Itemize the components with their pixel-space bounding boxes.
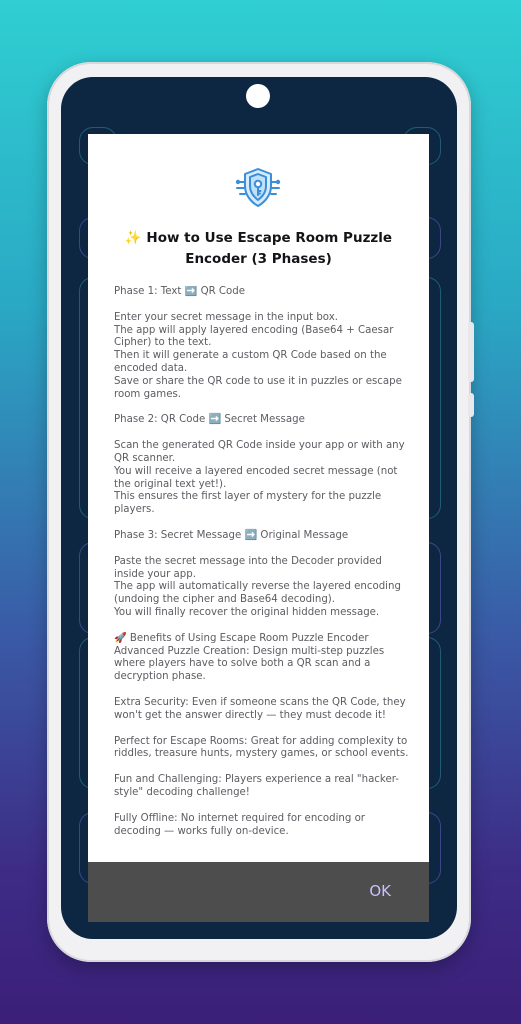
benefit-security: Extra Security: Even if someone scans the QR Code, they won't get the answer directly — they must decode it! — [114, 696, 406, 721]
dialog-title: ✨ How to Use Escape Room Puzzle Encoder (3 Phases) — [124, 230, 393, 267]
phase-1-heading: Phase 1: Text ➡️ QR Code — [114, 286, 245, 297]
dialog-content — [114, 286, 410, 838]
shield-key-icon — [234, 164, 282, 212]
benefits-intro: 🚀 Benefits of Using Escape Room Puzzle Encoder Advanced Puzzle Creation: Design multi-step puzzles where players have to solve both a QR scan and a decryption phase. — [114, 632, 385, 683]
instructions-dialog — [88, 134, 429, 922]
volume-button — [468, 322, 474, 382]
phase-3-body: Paste the secret message into the Decoder provided inside your app. The app will automatically reverse the layered encoding (undoing the cipher and Base64 decoding). You will finally recover the original hidden message. — [114, 555, 401, 618]
benefit-fun: Fun and Challenging: Players experience a real "hacker-style" decoding challenge! — [114, 774, 399, 798]
dialog-footer — [88, 862, 429, 922]
camera-hole — [246, 84, 270, 108]
ok-button[interactable]: OK — [369, 882, 391, 900]
benefit-escape-rooms: Perfect for Escape Rooms: Great for adding complexity to riddles, treasure hunts, mystery games, or school events. — [114, 735, 409, 760]
phase-3-heading: Phase 3: Secret Message ➡️ Original Message — [114, 529, 349, 541]
phase-2-heading: Phase 2: QR Code ➡️ Secret Message — [114, 414, 305, 426]
power-button — [468, 393, 474, 417]
benefit-offline: Fully Offline: No internet required for encoding or decoding — works fully on-device. — [114, 812, 365, 837]
phase-2-body: Scan the generated QR Code inside your app or with any QR scanner. You will receive a layered encoded secret message (not the original text yet!). This ensures the first layer of mystery for the puzzle players. — [114, 440, 405, 516]
phase-1-body: Enter your secret message in the input box. The app will apply layered encoding (Base64 + Caesar Cipher) to the text. Then it will generate a custom QR Code based on the encoded data. Save or share the QR code to use it in puzzles or escape room games. — [114, 311, 402, 400]
